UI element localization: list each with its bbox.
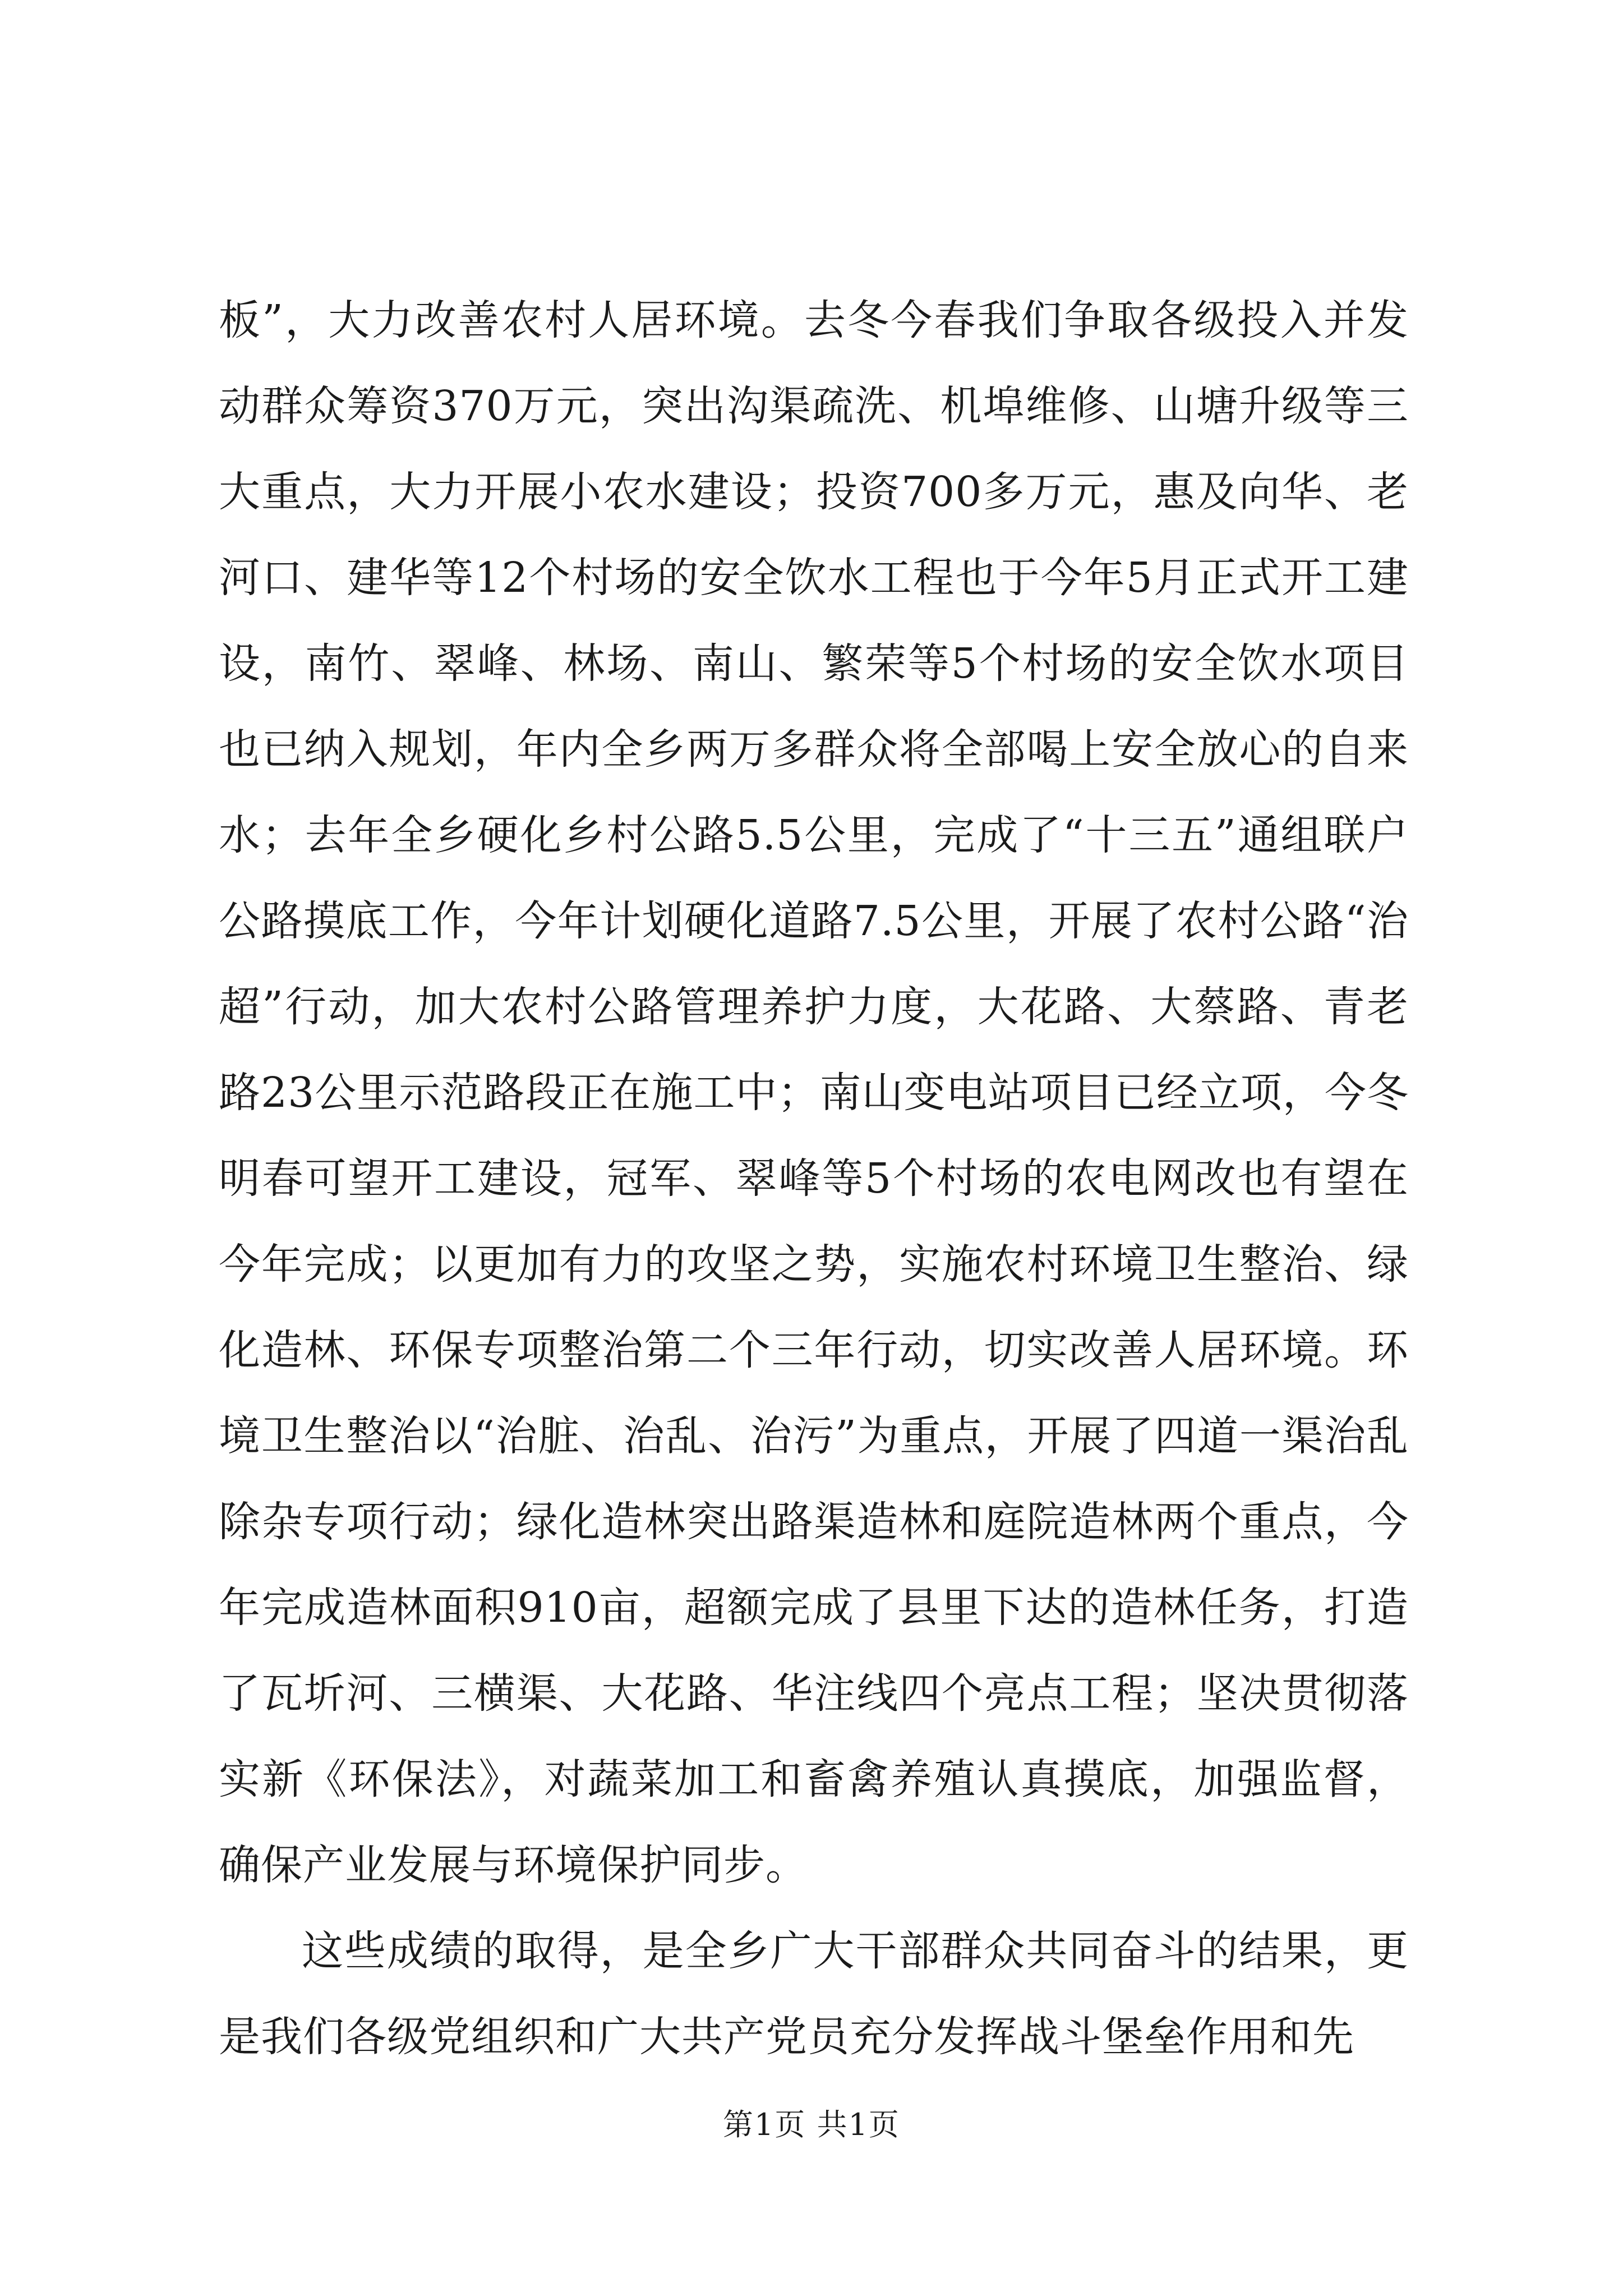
document-body <box>219 278 1409 2080</box>
paragraph-achievements: 这些成绩的取得，是全乡广大干部群众共同奋斗的结果，更是我们各级党组织和广大共产党员充分发挥战斗堡垒作用和先 <box>219 1927 1409 2061</box>
paragraph-continuation: 板”，大力改善农村人居环境。去冬今春我们争取各级投入并发动群众筹资370万元，突出沟渠疏洗、机埠维修、山塘升级等三大重点，大力开展小农水建设；投资700多万元，惠及向华、老河口、建华等12个村场的安全饮水工程也于今年5月正式开工建设，南竹、翠峰、林场、南山、繁荣等5个村场的安全饮水项目也已纳入规划，年内全乡两万多群众将全部喝上安全放心的自来水；去年全乡硬化乡村公路5.5公里，完成了“十三五”通组联户公路摸底工作，今年计划硬化道路7.5公里，开展了农村公路“治超”行动，加大农村公路管理养护力度，大花路、大蔡路、青老路23公里示范路段正在施工中；南山变电站项目已经立项，今冬明春可望开工建设，冠军、翠峰等5个村场的农电网改也有望在今年完成；以更加有力的攻坚之势，实施农村环境卫生整治、绿化造林、环保专项整治第二个三年行动，切实改善人居环境。环境卫生整治以“治脏、治乱、治污”为重点，开展了四道一渠治乱除杂专项行动；绿化造林突出路渠造林和庭院造林两个重点，今年完成造林面积910亩，超额完成了县里下达的造林任务，打造了瓦圻河、三横渠、大花路、华注线四个亮点工程；坚决贯彻落实新《环保法》，对蔬菜加工和畜禽养殖认真摸底，加强监督，确保产业发展与环境保护同步。 <box>219 296 1409 1889</box>
page-number-footer: 第1页 共1页 <box>723 2107 900 2142</box>
